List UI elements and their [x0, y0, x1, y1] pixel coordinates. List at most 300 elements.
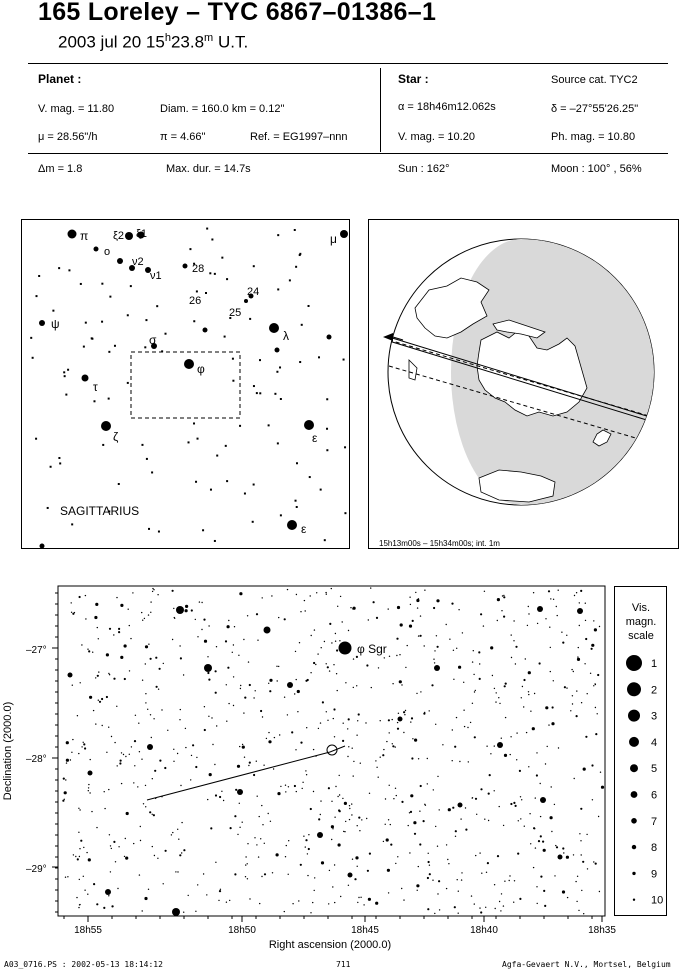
- faint-field-star: [527, 625, 528, 626]
- faint-field-star: [314, 877, 315, 878]
- faint-field-star: [242, 746, 245, 749]
- faint-field-star: [79, 809, 80, 810]
- faint-field-star: [545, 618, 546, 619]
- faint-field-star: [593, 620, 594, 621]
- finder-faint-star: [141, 444, 143, 446]
- faint-field-star: [523, 706, 524, 707]
- faint-field-star: [505, 717, 506, 718]
- faint-field-star: [571, 669, 572, 670]
- finder-faint-star: [85, 322, 87, 324]
- faint-field-star: [591, 764, 593, 766]
- faint-field-star: [208, 625, 209, 626]
- finder-faint-star: [145, 319, 147, 321]
- table-top-rule: [28, 63, 668, 64]
- faint-field-star: [78, 907, 79, 908]
- faint-field-star: [382, 754, 384, 756]
- faint-field-star: [154, 855, 155, 856]
- faint-field-star: [585, 620, 586, 621]
- faint-field-star: [540, 816, 541, 817]
- faint-field-star: [437, 646, 439, 648]
- finder-faint-star: [83, 346, 85, 348]
- faint-field-star: [342, 740, 344, 742]
- faint-field-star: [93, 883, 95, 885]
- faint-field-star: [156, 686, 158, 688]
- finder-faint-star: [277, 442, 279, 444]
- faint-field-star: [544, 905, 546, 907]
- faint-field-star: [257, 796, 258, 797]
- faint-field-star: [125, 756, 126, 757]
- star-label-tau: τ: [93, 380, 98, 394]
- faint-field-star: [528, 606, 529, 607]
- faint-field-star: [398, 713, 399, 714]
- faint-field-star: [249, 684, 251, 686]
- faint-field-star: [416, 599, 419, 602]
- faint-field-star: [409, 852, 410, 853]
- faint-field-star: [470, 722, 471, 723]
- shadow-direction-arrow: [383, 333, 393, 341]
- faint-field-star: [109, 834, 110, 835]
- finder-faint-star: [71, 523, 73, 525]
- faint-field-star: [277, 680, 278, 681]
- faint-field-star: [148, 614, 149, 615]
- faint-field-star: [413, 821, 416, 824]
- faint-field-star: [515, 663, 516, 664]
- faint-field-star: [314, 890, 315, 891]
- faint-field-star: [429, 710, 430, 711]
- finder-bright-star: [304, 420, 314, 430]
- bright-field-star: [348, 873, 353, 878]
- faint-field-star: [207, 799, 208, 800]
- faint-field-star: [367, 870, 369, 872]
- faint-field-star: [133, 843, 134, 844]
- faint-field-star: [185, 747, 186, 748]
- faint-field-star: [446, 624, 447, 625]
- faint-field-star: [257, 640, 258, 641]
- faint-field-star: [417, 890, 418, 891]
- star-dec: δ = –27°55'26.25": [551, 103, 639, 115]
- finder-bright-star: [244, 299, 248, 303]
- faint-field-star: [237, 765, 240, 768]
- faint-field-star: [437, 846, 438, 847]
- faint-field-star: [318, 818, 320, 820]
- faint-field-star: [529, 813, 530, 814]
- faint-field-star: [249, 898, 250, 899]
- faint-field-star: [401, 888, 402, 889]
- page-title: 165 Loreley – TYC 6867–01386–1: [38, 0, 437, 26]
- star-label-nu1: ν1: [150, 270, 162, 282]
- bright-field-star: [434, 665, 440, 671]
- faint-field-star: [183, 849, 185, 851]
- faint-field-star: [318, 834, 321, 837]
- faint-field-star: [513, 802, 515, 804]
- faint-field-star: [514, 880, 515, 881]
- faint-field-star: [395, 746, 396, 747]
- moon-elongation: Moon : 100° , 56%: [551, 163, 642, 175]
- faint-field-star: [550, 816, 553, 819]
- faint-field-star: [458, 609, 459, 610]
- finder-chart: [22, 220, 351, 550]
- faint-field-star: [112, 906, 113, 907]
- faint-field-star: [141, 759, 142, 760]
- faint-field-star: [244, 697, 246, 699]
- scale-label-mag-1: 1: [651, 658, 658, 670]
- faint-field-star: [233, 676, 234, 677]
- faint-field-star: [140, 840, 141, 841]
- faint-field-star: [599, 626, 600, 627]
- finder-faint-star: [343, 359, 345, 361]
- scale-heading-magn: magn.: [625, 616, 657, 628]
- table-divider: [380, 68, 381, 152]
- faint-field-star: [423, 820, 425, 822]
- faint-field-star: [115, 861, 116, 862]
- faint-field-star: [191, 609, 193, 611]
- faint-field-star: [329, 623, 331, 625]
- finder-faint-star: [193, 422, 195, 424]
- faint-field-star: [392, 745, 394, 747]
- faint-field-star: [418, 866, 419, 867]
- faint-field-star: [530, 711, 531, 712]
- faint-field-star: [125, 838, 126, 839]
- faint-field-star: [520, 818, 521, 819]
- finder-faint-star: [32, 357, 34, 359]
- bright-field-star: [287, 682, 293, 688]
- faint-field-star: [442, 744, 443, 745]
- bright-field-star: [264, 627, 271, 634]
- faint-field-star: [120, 656, 123, 659]
- faint-field-star: [72, 739, 73, 740]
- faint-field-star: [335, 633, 336, 634]
- faint-field-star: [412, 738, 413, 739]
- faint-field-star: [173, 761, 174, 762]
- faint-field-star: [185, 609, 188, 612]
- faint-field-star: [335, 786, 336, 787]
- faint-field-star: [339, 794, 340, 795]
- faint-field-star: [581, 702, 582, 703]
- finder-faint-star: [80, 283, 82, 285]
- faint-field-star: [320, 800, 321, 801]
- finder-faint-star: [326, 449, 328, 451]
- faint-field-star: [343, 723, 344, 724]
- faint-field-star: [247, 863, 248, 864]
- finder-faint-star: [65, 394, 67, 396]
- faint-field-star: [572, 703, 573, 704]
- faint-field-star: [553, 599, 554, 600]
- faint-field-star: [468, 761, 469, 762]
- faint-field-star: [87, 649, 88, 650]
- faint-field-star: [494, 745, 495, 746]
- bright-field-star: [577, 608, 583, 614]
- faint-field-star: [286, 845, 287, 846]
- faint-field-star: [92, 652, 93, 653]
- faint-field-star: [196, 757, 197, 758]
- finder-faint-star: [47, 507, 49, 509]
- faint-field-star: [543, 890, 545, 892]
- faint-field-star: [204, 729, 206, 731]
- faint-field-star: [247, 843, 248, 844]
- faint-field-star: [528, 694, 529, 695]
- faint-field-star: [177, 829, 178, 830]
- faint-field-star: [296, 594, 297, 595]
- faint-field-star: [332, 886, 333, 887]
- faint-field-star: [108, 727, 109, 728]
- star-label-26: 26: [189, 295, 202, 307]
- faint-field-star: [334, 902, 335, 903]
- max-duration: Max. dur. = 14.7s: [166, 163, 251, 175]
- faint-field-star: [296, 791, 297, 792]
- faint-field-star: [446, 888, 447, 889]
- faint-field-star: [179, 854, 181, 856]
- faint-field-star: [245, 864, 246, 865]
- faint-field-star: [152, 591, 153, 592]
- constellation-name: SAGITTARIUS: [60, 504, 140, 518]
- faint-field-star: [199, 601, 200, 602]
- faint-field-star: [129, 625, 130, 626]
- finder-faint-star: [289, 279, 291, 281]
- finder-faint-star: [197, 438, 199, 440]
- faint-field-star: [454, 906, 456, 908]
- faint-field-star: [361, 819, 362, 820]
- scale-dot-mag-1: [626, 655, 642, 671]
- faint-field-star: [418, 758, 419, 759]
- finder-faint-star: [68, 269, 70, 271]
- faint-field-star: [279, 734, 280, 735]
- faint-field-star: [304, 600, 305, 601]
- faint-field-star: [126, 812, 129, 815]
- faint-field-star: [420, 635, 422, 637]
- faint-field-star: [427, 908, 429, 910]
- finder-faint-star: [252, 521, 254, 523]
- faint-field-star: [327, 720, 328, 721]
- faint-field-star: [388, 892, 389, 893]
- scale-heading-vis: Vis.: [631, 602, 651, 614]
- finder-faint-star: [259, 359, 261, 361]
- faint-field-star: [147, 709, 148, 710]
- bright-field-star: [237, 789, 243, 795]
- magnitude-scale: [615, 587, 668, 917]
- faint-field-star: [387, 869, 390, 872]
- finder-faint-star: [280, 398, 282, 400]
- faint-field-star: [340, 896, 341, 897]
- faint-field-star: [223, 800, 224, 801]
- faint-field-star: [360, 763, 361, 764]
- faint-field-star: [585, 638, 587, 640]
- scale-label-mag-5: 5: [651, 763, 658, 776]
- faint-field-star: [195, 766, 197, 768]
- faint-field-star: [495, 908, 496, 909]
- star-label-lambda: λ: [283, 329, 289, 343]
- faint-field-star: [203, 873, 204, 874]
- faint-field-star: [526, 732, 527, 733]
- faint-field-star: [447, 859, 448, 860]
- faint-field-star: [313, 791, 314, 792]
- faint-field-star: [78, 808, 79, 809]
- star-label-25: 25: [229, 307, 242, 319]
- faint-field-star: [296, 679, 297, 680]
- faint-field-star: [503, 596, 505, 598]
- faint-field-star: [410, 604, 411, 605]
- faint-field-star: [72, 685, 73, 686]
- finder-faint-star: [295, 500, 297, 502]
- faint-field-star: [79, 848, 80, 849]
- faint-field-star: [307, 679, 309, 681]
- faint-field-star: [232, 652, 233, 653]
- faint-field-star: [411, 757, 413, 759]
- faint-field-star: [570, 710, 571, 711]
- faint-field-star: [226, 721, 227, 722]
- faint-field-star: [65, 779, 66, 780]
- faint-field-star: [106, 696, 108, 698]
- finder-faint-star: [101, 283, 103, 285]
- finder-faint-star: [239, 425, 241, 427]
- faint-field-star: [404, 714, 405, 715]
- finder-faint-star: [295, 266, 297, 268]
- faint-field-star: [111, 736, 112, 737]
- faint-field-star: [360, 897, 361, 898]
- faint-field-star: [334, 817, 335, 818]
- faint-field-star: [256, 761, 257, 762]
- faint-field-star: [375, 902, 378, 905]
- faint-field-star: [249, 762, 251, 764]
- finder-chart-panel: [21, 219, 350, 549]
- faint-field-star: [95, 603, 98, 606]
- faint-field-star: [76, 897, 77, 898]
- faint-field-star: [163, 663, 164, 664]
- faint-field-star: [157, 858, 158, 859]
- faint-field-star: [488, 793, 490, 795]
- faint-field-star: [339, 810, 341, 812]
- finder-bright-star: [327, 335, 332, 340]
- faint-field-star: [307, 875, 308, 876]
- faint-field-star: [261, 805, 262, 806]
- faint-field-star: [78, 753, 79, 754]
- finder-faint-star: [210, 489, 212, 491]
- faint-field-star: [207, 656, 208, 657]
- finder-faint-star: [36, 295, 38, 297]
- star-label-phi: φ: [197, 362, 205, 376]
- faint-field-star: [94, 616, 97, 619]
- faint-field-star: [354, 878, 356, 880]
- faint-field-star: [337, 606, 338, 607]
- faint-field-star: [295, 749, 296, 750]
- star-label-sigma: σ: [149, 333, 157, 347]
- faint-field-star: [594, 628, 597, 631]
- finder-faint-star: [102, 444, 104, 446]
- finder-faint-star: [226, 480, 228, 482]
- faint-field-star: [427, 758, 428, 759]
- star-label-omicron: o: [104, 246, 111, 258]
- faint-field-star: [415, 592, 416, 593]
- faint-field-star: [229, 900, 230, 901]
- faint-field-star: [98, 671, 99, 672]
- faint-field-star: [234, 815, 236, 817]
- faint-field-star: [343, 831, 344, 832]
- star-phmag: Ph. mag. = 10.80: [551, 131, 636, 143]
- faint-field-star: [195, 911, 196, 912]
- faint-field-star: [121, 783, 122, 784]
- faint-field-star: [504, 881, 505, 882]
- faint-field-star: [463, 710, 464, 711]
- faint-field-star: [591, 644, 594, 647]
- faint-field-star: [490, 646, 493, 649]
- faint-field-star: [88, 858, 91, 861]
- faint-field-star: [305, 770, 306, 771]
- faint-field-star: [150, 714, 151, 715]
- faint-field-star: [483, 625, 484, 626]
- finder-faint-star: [326, 428, 328, 430]
- faint-field-star: [392, 743, 393, 744]
- faint-field-star: [153, 718, 154, 719]
- faint-field-star: [519, 770, 521, 772]
- faint-field-star: [409, 625, 412, 628]
- faint-field-star: [64, 799, 65, 800]
- faint-field-star: [590, 673, 591, 674]
- faint-field-star: [71, 612, 72, 613]
- faint-field-star: [403, 899, 404, 900]
- faint-field-star: [328, 903, 329, 904]
- faint-field-star: [276, 666, 277, 667]
- faint-field-star: [400, 623, 403, 626]
- faint-field-star: [420, 691, 421, 692]
- faint-field-star: [188, 895, 189, 896]
- finder-faint-star: [93, 400, 95, 402]
- faint-field-star: [583, 768, 586, 771]
- faint-field-star: [580, 840, 581, 841]
- faint-field-star: [472, 703, 473, 704]
- faint-field-star: [180, 657, 182, 659]
- faint-field-star: [537, 623, 538, 624]
- star-ra: α = 18h46m12.062s: [398, 101, 496, 113]
- faint-field-star: [348, 746, 349, 747]
- finder-stars: [30, 228, 348, 549]
- faint-field-star: [554, 804, 555, 805]
- faint-field-star: [117, 765, 118, 766]
- faint-field-star: [465, 807, 466, 808]
- faint-field-star: [96, 903, 98, 905]
- faint-field-star: [433, 659, 434, 660]
- faint-field-star: [300, 864, 302, 866]
- faint-field-star: [348, 718, 350, 720]
- faint-field-star: [429, 873, 431, 875]
- finder-faint-star: [244, 493, 246, 495]
- faint-field-star: [285, 791, 286, 792]
- faint-field-star: [587, 693, 588, 694]
- faint-field-star: [180, 709, 181, 710]
- bright-field-star: [537, 606, 543, 612]
- faint-field-star: [310, 595, 311, 596]
- faint-field-star: [135, 715, 136, 716]
- faint-field-star: [298, 900, 299, 901]
- finder-faint-star: [344, 512, 346, 514]
- faint-field-star: [353, 687, 354, 688]
- faint-field-star: [98, 700, 99, 701]
- faint-field-star: [104, 808, 105, 809]
- faint-field-star: [119, 762, 121, 764]
- bright-field-star: [398, 717, 403, 722]
- faint-field-star: [409, 812, 410, 813]
- faint-field-star: [145, 785, 146, 786]
- finder-faint-star: [91, 337, 93, 339]
- faint-field-star: [318, 728, 319, 729]
- faint-field-star: [418, 598, 419, 599]
- faint-field-star: [256, 613, 258, 615]
- planet-heading: Planet :: [38, 72, 82, 86]
- faint-field-star: [397, 856, 398, 857]
- faint-field-star: [337, 690, 338, 691]
- faint-field-star: [175, 871, 176, 872]
- star-label-pi: π: [80, 229, 89, 243]
- faint-field-star: [435, 724, 436, 725]
- faint-field-star: [577, 876, 578, 877]
